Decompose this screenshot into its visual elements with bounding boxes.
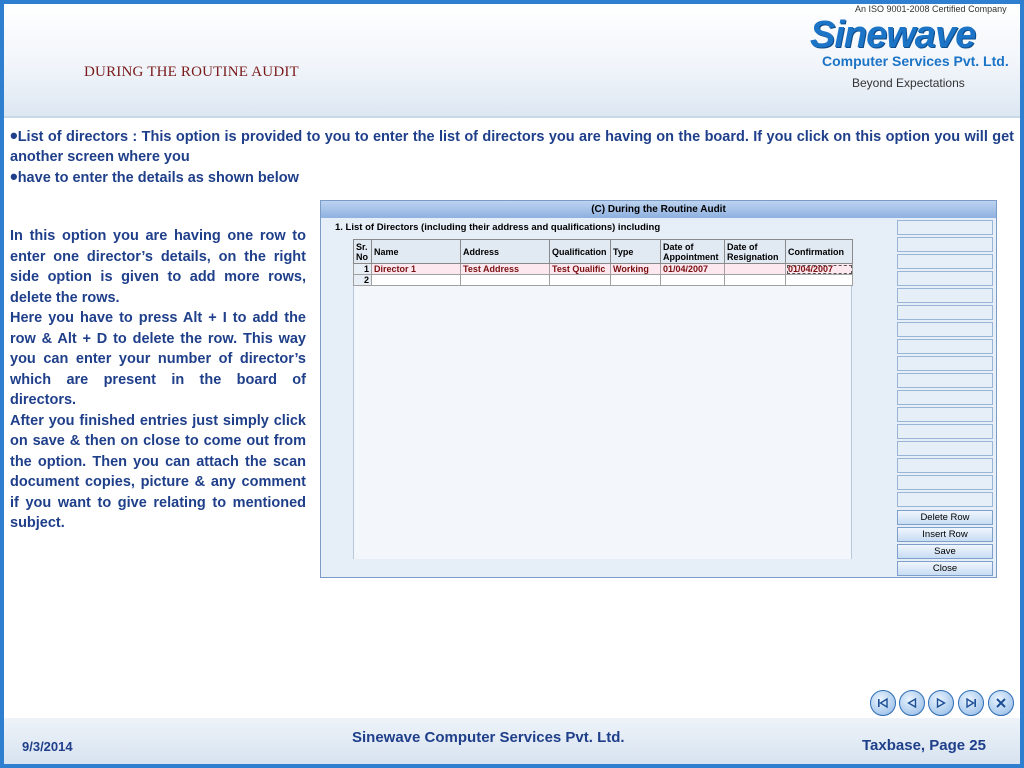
cell-qualification[interactable] <box>550 275 611 286</box>
side-slot <box>897 390 993 405</box>
cell-type[interactable] <box>611 275 661 286</box>
cell-qualification[interactable]: Test Qualific <box>550 264 611 275</box>
description-paragraph: Here you have to press Alt + I to add the row & Alt + D to delete the row. This way you can enter your number of director’s which are present in the board of directors. <box>10 310 306 408</box>
footer-page: Taxbase, Page 25 <box>862 737 986 754</box>
cell-date-appointment[interactable]: 01/04/2007 <box>661 264 725 275</box>
previous-slide-button[interactable] <box>899 690 925 716</box>
description-paragraph: In this option you are having one row to enter one director’s details, on the right side option is given to add more rows, delete the rows. <box>10 228 306 306</box>
table-row[interactable] <box>354 275 853 286</box>
table-row[interactable] <box>354 264 853 275</box>
side-slot <box>897 475 993 490</box>
header-divider <box>4 116 1020 118</box>
footer-date: 9/3/2014 <box>22 739 73 754</box>
cell-date-resignation[interactable] <box>725 264 786 275</box>
bullet-text: have to enter the details as shown below <box>17 170 299 186</box>
cell-address[interactable]: Test Address <box>461 264 550 275</box>
side-slot <box>897 458 993 473</box>
side-slot <box>897 356 993 371</box>
bullet-list <box>10 123 1014 189</box>
side-slot <box>897 220 993 235</box>
save-button[interactable]: Save <box>897 544 993 559</box>
first-slide-icon <box>876 696 890 710</box>
previous-slide-icon <box>905 696 919 710</box>
side-slot <box>897 322 993 337</box>
next-slide-icon <box>934 696 948 710</box>
side-slot <box>897 424 993 439</box>
bullet-item <box>10 123 1014 167</box>
logo-certification: An ISO 9001-2008 Certified Company <box>855 4 1007 14</box>
side-slot <box>897 271 993 286</box>
side-slot <box>897 237 993 252</box>
col-name: Name <box>372 240 461 264</box>
col-type: Type <box>611 240 661 264</box>
table-header-row <box>354 240 853 264</box>
cell-sr-no: 1 <box>354 264 372 275</box>
cell-address[interactable] <box>461 275 550 286</box>
side-slot <box>897 305 993 320</box>
delete-row-button[interactable]: Delete Row <box>897 510 993 525</box>
last-slide-button[interactable] <box>958 690 984 716</box>
side-slot <box>897 407 993 422</box>
directors-window <box>320 200 997 578</box>
close-slideshow-button[interactable] <box>988 690 1014 716</box>
side-slot <box>897 441 993 456</box>
col-sr-no: Sr. No <box>354 240 372 264</box>
logo-company: Computer Services Pvt. Ltd. <box>822 53 1009 69</box>
col-address: Address <box>461 240 550 264</box>
cell-confirmation[interactable] <box>786 275 853 286</box>
side-slot <box>897 254 993 269</box>
logo-tagline: Beyond Expectations <box>852 76 965 90</box>
col-confirmation: Confirmation <box>786 240 853 264</box>
description-paragraph: After you finished entries just simply click on save & then on close to come out from the option. Then you can attach the scan document copies, picture & any comment if you want to give relating to mentioned subject. <box>10 412 306 531</box>
cell-date-appointment[interactable] <box>661 275 725 286</box>
window-subtitle: 1. List of Directors (including their address and qualifications) including <box>335 222 661 233</box>
side-slot <box>897 339 993 354</box>
directors-table <box>353 239 853 286</box>
cell-name[interactable] <box>372 275 461 286</box>
side-slot <box>897 373 993 388</box>
next-slide-button[interactable] <box>928 690 954 716</box>
close-button[interactable]: Close <box>897 561 993 576</box>
cell-type[interactable]: Working <box>611 264 661 275</box>
grid-background <box>353 239 852 559</box>
bullet-icon: • <box>10 123 18 148</box>
description-text <box>10 226 306 534</box>
cell-name[interactable]: Director 1 <box>372 264 461 275</box>
col-qualification: Qualification <box>550 240 611 264</box>
side-slot <box>897 492 993 507</box>
side-slot <box>897 288 993 303</box>
close-icon <box>994 696 1008 710</box>
bullet-icon: • <box>10 164 18 189</box>
cell-confirmation[interactable]: 01/04/2007 <box>786 264 853 275</box>
insert-row-button[interactable]: Insert Row <box>897 527 993 542</box>
window-title: (C) During the Routine Audit <box>321 201 996 218</box>
last-slide-icon <box>964 696 978 710</box>
footer-company: Sinewave Computer Services Pvt. Ltd. <box>352 729 625 746</box>
logo-brand: Sinewave <box>810 14 976 56</box>
bullet-item <box>10 164 1014 189</box>
cell-sr-no: 2 <box>354 275 372 286</box>
col-date-resignation: Date of Resignation <box>725 240 786 264</box>
cell-date-resignation[interactable] <box>725 275 786 286</box>
side-panel <box>895 220 995 575</box>
bullet-text: List of directors : This option is provided to you to enter the list of directors you are having on the board. If you click on this option you will get another screen where you <box>10 129 1014 165</box>
slide-title: DURING THE ROUTINE AUDIT <box>84 64 299 80</box>
first-slide-button[interactable] <box>870 690 896 716</box>
col-date-appointment: Date of Appointment <box>661 240 725 264</box>
